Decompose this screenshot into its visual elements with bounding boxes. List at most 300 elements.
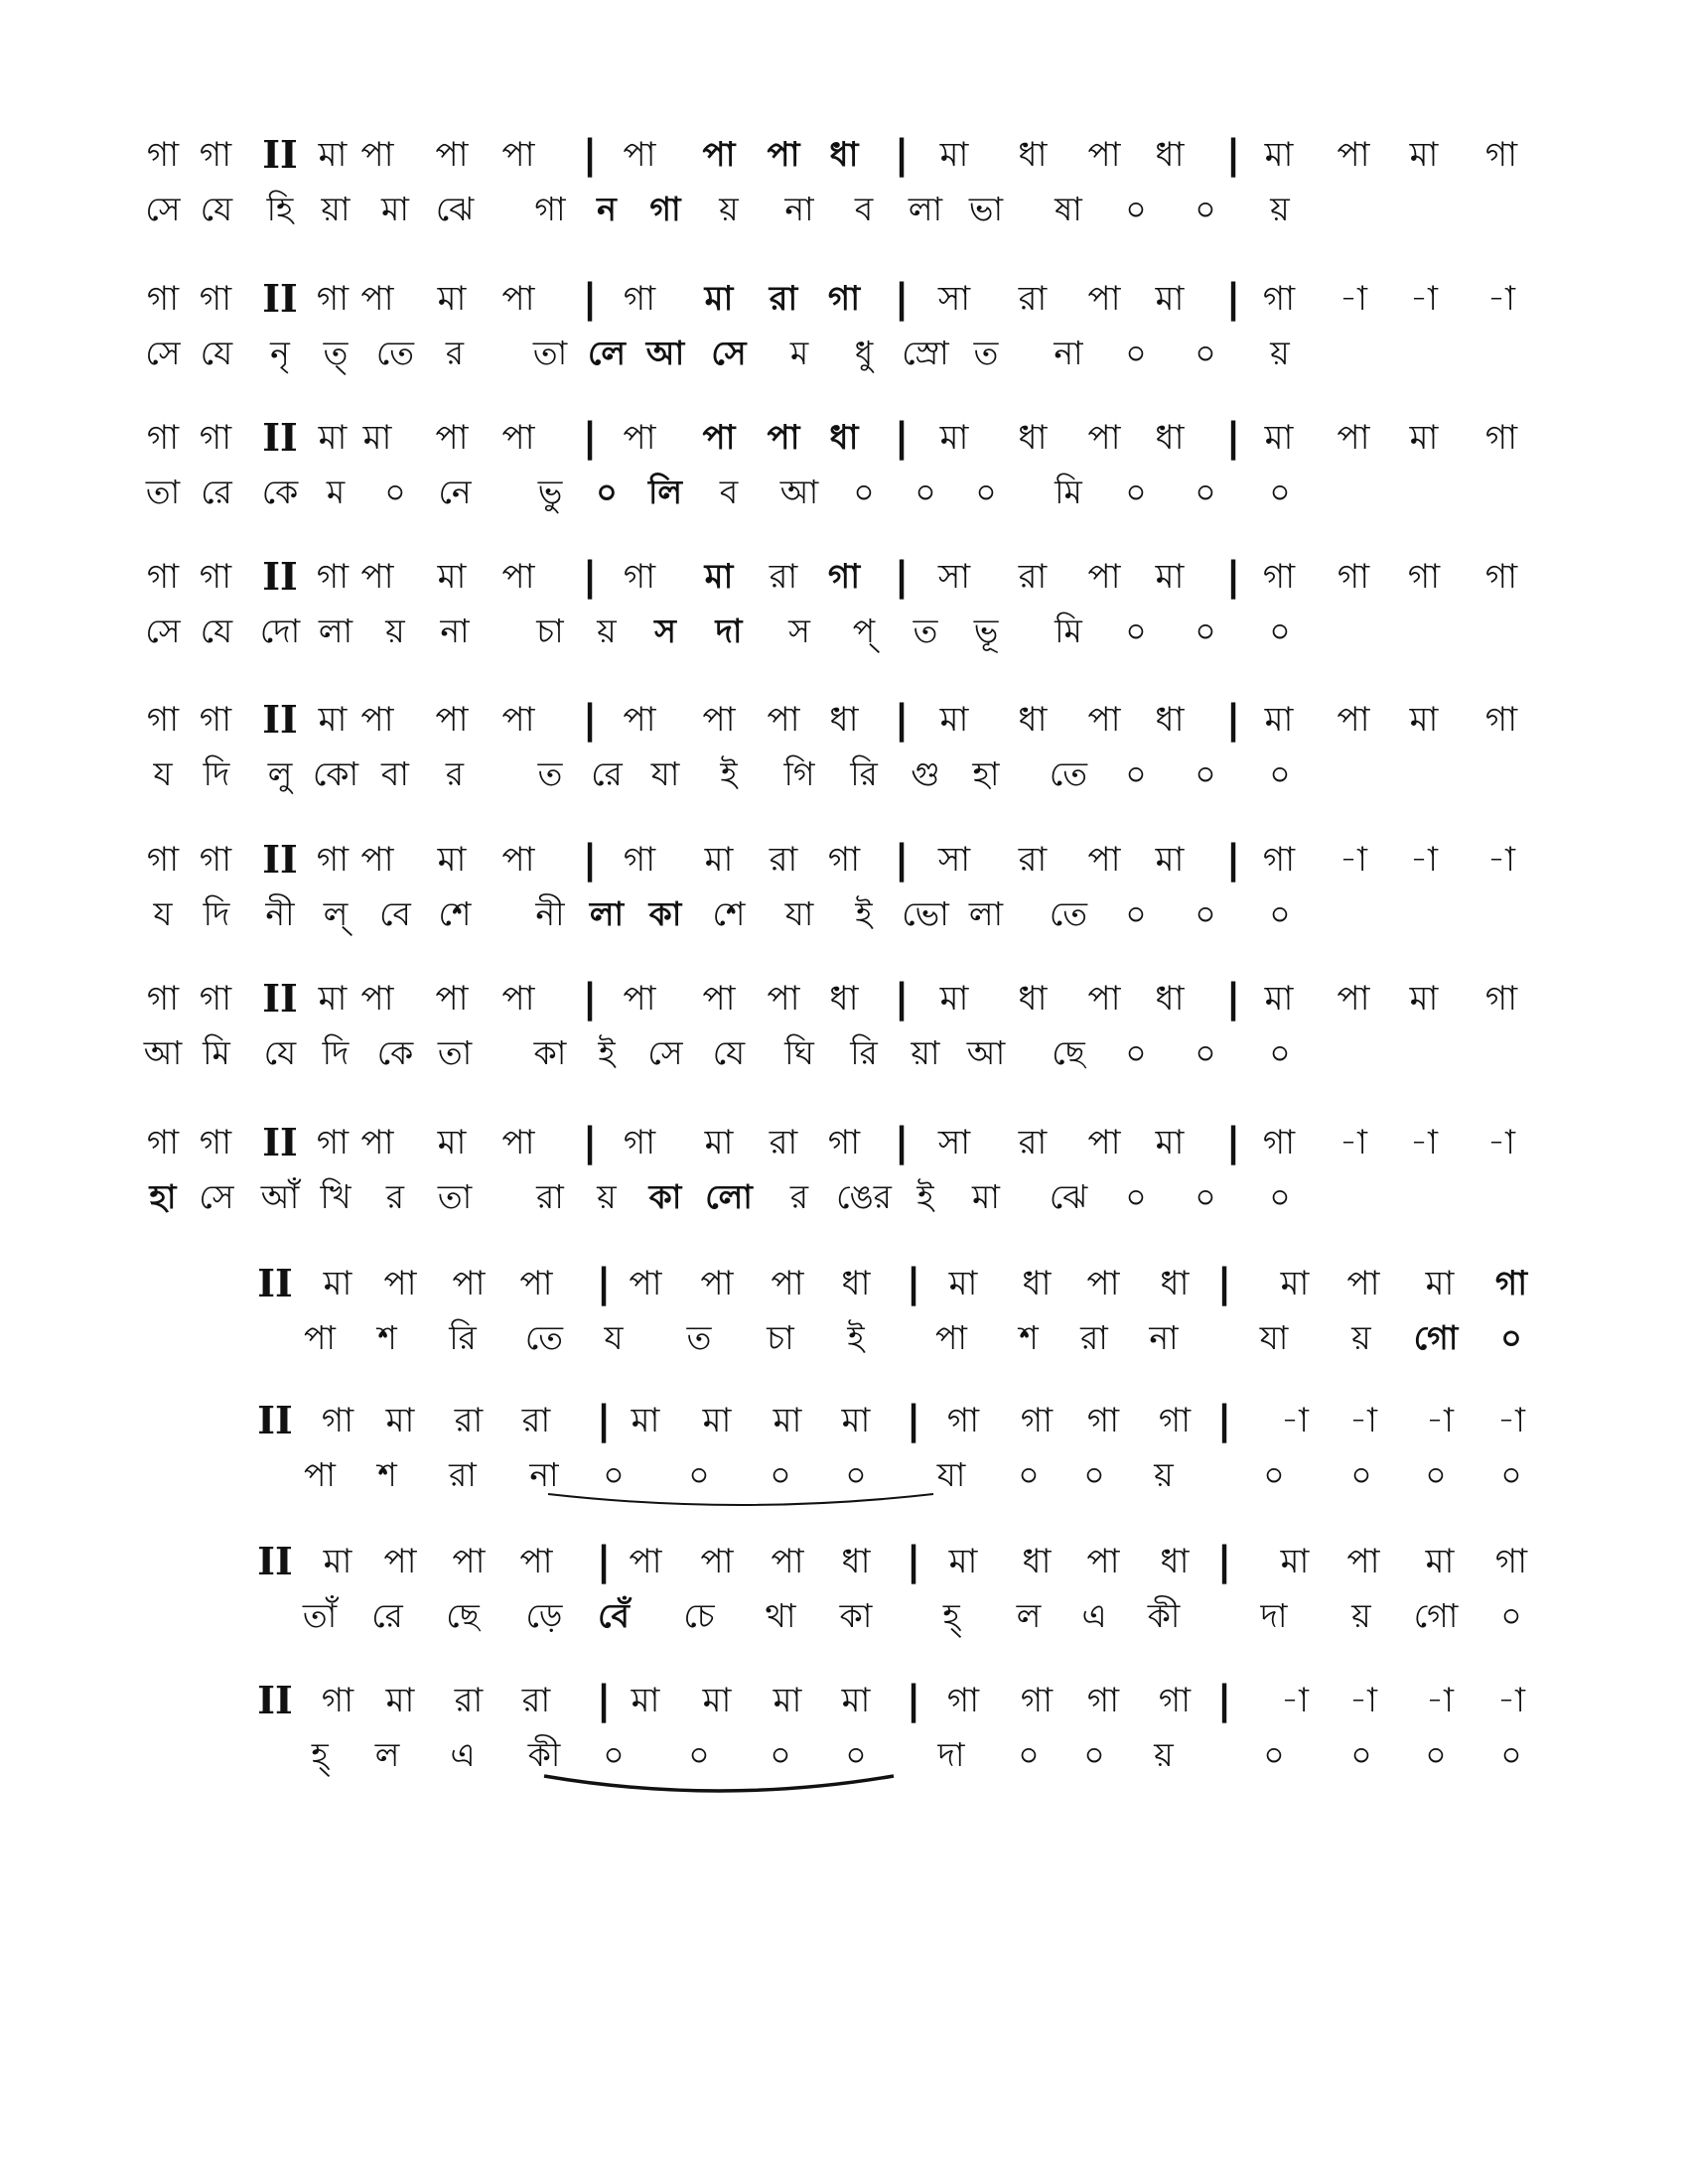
swara-note: পা: [1087, 700, 1121, 740]
swara-note: মা: [841, 1681, 871, 1720]
lyric-syllable: ব: [854, 190, 874, 228]
swara-note: গা: [199, 135, 232, 175]
swara-note: মা: [318, 700, 348, 740]
lyric-syllable: ০: [1195, 190, 1216, 228]
swara-note: পা: [1087, 135, 1121, 175]
bar-line: |: [894, 276, 910, 322]
swara-note: পা: [767, 700, 800, 740]
swara-note: ধা: [1018, 418, 1048, 458]
lyric-syllable: ঘি: [784, 1033, 814, 1072]
swara-note: পা: [501, 557, 535, 597]
swara-note: গা: [1262, 1123, 1296, 1162]
lyric-syllable: হা: [972, 754, 1000, 793]
lyric-syllable: কো: [312, 754, 359, 793]
swara-note: মা: [362, 418, 392, 458]
lyric-syllable: ০: [1263, 1735, 1285, 1774]
lyric-syllable: গো: [1413, 1596, 1459, 1635]
lyric-syllable: ০: [1125, 894, 1147, 933]
swara-note: পা: [623, 979, 656, 1019]
bar-line: |: [1225, 415, 1241, 461]
lyric-syllable: ঝে: [1049, 1177, 1088, 1216]
swara-note: -া: [1497, 1681, 1525, 1720]
lyric-syllable: ভূ: [973, 612, 999, 650]
lyric-syllable: ০: [603, 1455, 625, 1494]
bar-line: |: [894, 976, 910, 1022]
lyric-syllable: ০: [1500, 1735, 1522, 1774]
swara-note: মা: [1280, 1542, 1310, 1581]
bar-line: |: [906, 1261, 921, 1306]
lyric-syllable: গা: [649, 190, 681, 228]
lyric-syllable: ০: [1269, 473, 1291, 511]
swara-note: পা: [435, 700, 469, 740]
swara-note: ধা: [1018, 700, 1048, 740]
swara-note: পা: [702, 135, 736, 175]
swara-note: রা: [769, 1123, 798, 1162]
swara-note: মা: [773, 1401, 802, 1440]
bar-line: |: [1225, 976, 1241, 1022]
lyric-syllable: ০: [845, 1735, 867, 1774]
swara-note: গা: [146, 840, 180, 880]
lyric-syllable: তা: [437, 1177, 473, 1216]
bar-line: |: [894, 554, 910, 600]
lyric-row: [0, 465, 1688, 520]
swara-note: পা: [700, 1542, 734, 1581]
lyric-syllable: য়: [385, 612, 405, 650]
lyric-syllable: স: [788, 612, 810, 650]
lyric-syllable: তে: [1049, 754, 1088, 793]
swara-note: পা: [1087, 1123, 1121, 1162]
swara-note: পা: [767, 135, 800, 175]
lyric-syllable: আ: [645, 334, 685, 372]
lyric-syllable: কে: [376, 1033, 414, 1072]
notation-row: [0, 1393, 1688, 1448]
lyric-syllable: ০: [1195, 612, 1216, 650]
swara-note: গা: [827, 279, 861, 319]
bar-line: |: [582, 554, 598, 600]
section-marker: II: [257, 1539, 293, 1583]
lyric-syllable: তা: [532, 334, 568, 372]
swara-note: পা: [629, 1542, 662, 1581]
lyric-syllable: না: [1054, 334, 1083, 372]
lyric-syllable: ০: [1083, 1455, 1105, 1494]
swara-note: পা: [360, 557, 394, 597]
swara-note: মা: [939, 135, 969, 175]
lyric-syllable: ভো: [902, 894, 949, 933]
bar-line: |: [1225, 1120, 1241, 1165]
swara-note: গা: [1020, 1681, 1054, 1720]
lyric-syllable: মি: [203, 1033, 230, 1072]
lyric-syllable: ভা: [968, 190, 1004, 228]
swara-note: পা: [700, 1264, 734, 1303]
lyric-syllable: লা: [968, 894, 1004, 933]
lyric-syllable: ড়ে: [525, 1596, 563, 1635]
swara-note: -া: [1410, 279, 1438, 319]
slur-path: [544, 1776, 894, 1791]
swara-note: মা: [841, 1401, 871, 1440]
lyric-syllable: কা: [648, 894, 682, 933]
swara-note: গা: [146, 557, 180, 597]
swara-note: পা: [702, 700, 736, 740]
swara-note: মা: [948, 1542, 978, 1581]
lyric-syllable: শ: [1019, 1318, 1039, 1357]
lyric-syllable: গা: [534, 190, 566, 228]
bar-line: |: [1225, 132, 1241, 178]
lyric-syllable: যে: [200, 190, 233, 228]
swara-note: পা: [501, 418, 535, 458]
swara-note: পা: [519, 1542, 553, 1581]
section-marker: II: [262, 554, 298, 599]
lyric-syllable: ০: [384, 473, 406, 511]
swara-note: গা: [623, 557, 656, 597]
notation-row: [0, 410, 1688, 466]
swara-note: -া: [1339, 840, 1367, 880]
swara-note: মা: [704, 840, 734, 880]
lyric-syllable: ০: [688, 1455, 710, 1494]
swara-note: গা: [623, 840, 656, 880]
lyric-syllable: ই: [847, 1318, 865, 1357]
lyric-syllable: যা: [784, 894, 814, 933]
swara-note: মা: [437, 840, 467, 880]
lyric-syllable: লে: [588, 334, 626, 372]
lyric-syllable: ছে: [1052, 1033, 1085, 1072]
swara-note: ধা: [1155, 135, 1185, 175]
lyric-syllable: রে: [371, 1596, 403, 1635]
swara-note: রা: [769, 557, 798, 597]
lyric-syllable: ০: [1125, 754, 1147, 793]
lyric-syllable: ০: [1500, 1318, 1522, 1357]
swara-note: গা: [1158, 1681, 1192, 1720]
swara-note: গা: [316, 840, 350, 880]
lyric-syllable: কী: [527, 1735, 561, 1774]
lyric-syllable: সে: [199, 1177, 234, 1216]
bar-line: |: [1225, 276, 1241, 322]
swara-note: -া: [1281, 1681, 1309, 1720]
lyric-syllable: লি: [647, 473, 683, 511]
swara-note: মা: [939, 979, 969, 1019]
swara-note: -া: [1426, 1401, 1454, 1440]
bar-line: |: [1225, 697, 1241, 743]
lyric-row: [0, 1169, 1688, 1225]
swara-note: গা: [1494, 1264, 1528, 1303]
swara-note: ধা: [1022, 1542, 1052, 1581]
swara-note: মা: [1409, 700, 1439, 740]
swara-note: মা: [1425, 1542, 1455, 1581]
lyric-syllable: য়: [597, 612, 617, 650]
lyric-syllable: ত: [686, 1318, 712, 1357]
lyric-syllable: মা: [972, 1177, 1000, 1216]
swara-note: মা: [437, 1123, 467, 1162]
swara-note: পা: [435, 979, 469, 1019]
lyric-syllable: প্: [852, 612, 876, 650]
swara-note: মা: [1155, 279, 1185, 319]
swara-note: গা: [199, 979, 232, 1019]
swara-note: পা: [702, 418, 736, 458]
lyric-syllable: রা: [1080, 1318, 1108, 1357]
swara-note: ধা: [1022, 1264, 1052, 1303]
lyric-syllable: লো: [705, 1177, 753, 1216]
lyric-syllable: পা: [935, 1318, 967, 1357]
lyric-syllable: যা: [1259, 1318, 1289, 1357]
lyric-syllable: যা: [650, 754, 680, 793]
swara-note: রা: [769, 279, 798, 319]
lyric-syllable: না: [1149, 1318, 1179, 1357]
swara-note: ধা: [829, 979, 859, 1019]
lyric-syllable: নৃ: [270, 334, 290, 372]
swara-note: পা: [1336, 979, 1370, 1019]
swara-note: -া: [1349, 1681, 1377, 1720]
swara-note: -া: [1426, 1681, 1454, 1720]
lyric-syllable: মা: [381, 190, 409, 228]
swara-note: গা: [316, 1123, 350, 1162]
lyric-syllable: য: [153, 754, 173, 793]
swara-note: গা: [1407, 557, 1441, 597]
bar-line: |: [1216, 1539, 1232, 1584]
swara-note: গা: [1158, 1401, 1192, 1440]
swara-note: গা: [321, 1401, 354, 1440]
section-marker: II: [257, 1261, 293, 1305]
lyric-syllable: ০: [770, 1455, 791, 1494]
swara-note: -া: [1487, 840, 1515, 880]
lyric-syllable: ০: [1083, 1735, 1105, 1774]
lyric-syllable: ম: [789, 334, 809, 372]
lyric-syllable: সে: [145, 612, 181, 650]
bar-line: |: [1225, 837, 1241, 883]
swara-note: ধা: [829, 700, 859, 740]
swara-note: পা: [519, 1264, 553, 1303]
lyric-syllable: ভু: [537, 473, 563, 511]
swara-note: গা: [321, 1681, 354, 1720]
swara-note: পা: [629, 1264, 662, 1303]
lyric-syllable: ০: [1425, 1735, 1447, 1774]
swara-note: গা: [1336, 557, 1370, 597]
lyric-syllable: ই: [720, 754, 738, 793]
swara-note: সা: [937, 1123, 971, 1162]
lyric-syllable: ০: [1269, 894, 1291, 933]
swara-note: পা: [623, 135, 656, 175]
swara-note: পা: [501, 840, 535, 880]
lyric-row: [0, 1588, 1688, 1644]
swara-note: মা: [437, 557, 467, 597]
swara-note: মা: [939, 418, 969, 458]
lyric-syllable: ধু: [854, 334, 874, 372]
swara-note: গা: [1484, 135, 1518, 175]
swara-note: রা: [521, 1401, 551, 1440]
lyric-syllable: য়া: [321, 190, 351, 228]
lyric-syllable: রি: [850, 1033, 878, 1072]
swara-note: গা: [1484, 418, 1518, 458]
notation-row: [0, 1673, 1688, 1728]
lyric-syllable: হ্: [942, 1596, 960, 1635]
bar-line: |: [906, 1398, 921, 1443]
lyric-syllable: শ: [377, 1455, 397, 1494]
swara-note: মা: [1155, 840, 1185, 880]
swara-note: সা: [937, 840, 971, 880]
swara-note: পা: [360, 279, 394, 319]
lyric-syllable: ০: [975, 473, 997, 511]
section-marker: II: [257, 1398, 293, 1442]
swara-note: গা: [1494, 1542, 1528, 1581]
swara-note: মা: [1280, 1264, 1310, 1303]
lyric-syllable: গি: [783, 754, 815, 793]
swara-note: পা: [501, 135, 535, 175]
swara-note: মা: [773, 1681, 802, 1720]
swara-note: -া: [1497, 1401, 1525, 1440]
lyric-syllable: চে: [683, 1596, 715, 1635]
swara-note: গা: [146, 1123, 180, 1162]
swara-note: মা: [437, 279, 467, 319]
lyric-syllable: এ: [1081, 1596, 1107, 1635]
lyric-syllable: কা: [648, 1177, 682, 1216]
lyric-syllable: ০: [853, 473, 875, 511]
swara-note: পা: [452, 1542, 486, 1581]
swara-note: মা: [702, 1401, 732, 1440]
lyric-syllable: বে: [379, 894, 411, 933]
swara-note: পা: [771, 1264, 804, 1303]
lyric-syllable: মি: [1055, 473, 1082, 511]
swara-note: ধা: [829, 135, 859, 175]
swara-note: ধা: [841, 1264, 871, 1303]
swara-note: পা: [771, 1542, 804, 1581]
swara-note: গা: [316, 557, 350, 597]
swara-note: পা: [1336, 418, 1370, 458]
swara-note: পা: [501, 279, 535, 319]
lyric-syllable: মি: [1055, 612, 1082, 650]
lyric-syllable: য়: [597, 1177, 617, 1216]
lyric-syllable: ত: [913, 612, 938, 650]
notation-row: [0, 832, 1688, 887]
lyric-syllable: স: [654, 612, 676, 650]
lyric-syllable: দো: [259, 612, 301, 650]
swara-note: পা: [360, 840, 394, 880]
swara-note: -া: [1339, 1123, 1367, 1162]
lyric-syllable: র: [789, 1177, 809, 1216]
slur-arc: [539, 1774, 899, 1800]
slur-arc: [543, 1492, 938, 1514]
bar-line: |: [894, 132, 910, 178]
swara-note: পা: [1086, 1542, 1120, 1581]
bar-line: |: [582, 976, 598, 1022]
swara-note: মা: [1264, 135, 1294, 175]
lyric-syllable: ষা: [1055, 190, 1082, 228]
swara-note: গা: [146, 135, 180, 175]
notation-row: [0, 127, 1688, 183]
swara-note: রা: [769, 840, 798, 880]
lyric-syllable: দা: [715, 612, 743, 650]
lyric-syllable: ০: [1018, 1455, 1040, 1494]
section-marker: II: [262, 1120, 298, 1164]
swara-note: গা: [1262, 279, 1296, 319]
lyric-syllable: য়: [1351, 1318, 1371, 1357]
swara-note: গা: [1484, 700, 1518, 740]
lyric-syllable: ল্: [323, 894, 349, 933]
lyric-syllable: ০: [1350, 1455, 1372, 1494]
lyric-syllable: বেঁ: [598, 1596, 630, 1635]
lyric-syllable: বা: [381, 754, 409, 793]
swara-note: পা: [360, 1123, 394, 1162]
section-marker: II: [262, 697, 298, 742]
notation-row: [0, 1115, 1688, 1170]
lyric-syllable: দি: [203, 754, 230, 793]
swara-note: গা: [1484, 557, 1518, 597]
swara-note: গা: [1086, 1681, 1120, 1720]
lyric-syllable: রে: [201, 473, 232, 511]
lyric-syllable: ০: [1125, 612, 1147, 650]
swara-note: রা: [1018, 1123, 1048, 1162]
lyric-syllable: ল: [1016, 1596, 1042, 1635]
swara-note: গা: [827, 840, 861, 880]
swara-note: গা: [946, 1681, 980, 1720]
swara-note: সা: [937, 279, 971, 319]
lyric-syllable: রি: [449, 1318, 477, 1357]
lyric-syllable: ০: [1125, 334, 1147, 372]
swara-note: মা: [704, 1123, 734, 1162]
lyric-syllable: না: [440, 612, 470, 650]
swara-note: সা: [937, 557, 971, 597]
swara-note: মা: [948, 1264, 978, 1303]
swara-note: পা: [452, 1264, 486, 1303]
lyric-syllable: সে: [145, 334, 181, 372]
bar-line: |: [582, 415, 598, 461]
swara-note: মা: [1155, 557, 1185, 597]
lyric-syllable: যে: [712, 1033, 746, 1072]
swara-note: পা: [360, 700, 394, 740]
swara-note: পা: [1087, 279, 1121, 319]
swara-note: মা: [1264, 979, 1294, 1019]
swara-note: পা: [501, 1123, 535, 1162]
swara-note: মা: [631, 1401, 660, 1440]
swara-note: পা: [623, 700, 656, 740]
lyric-syllable: ০: [1195, 1177, 1216, 1216]
swara-note: গা: [146, 979, 180, 1019]
lyric-syllable: ০: [1269, 754, 1291, 793]
swara-note: পা: [435, 418, 469, 458]
lyric-syllable: যে: [200, 612, 233, 650]
swara-note: পা: [383, 1542, 417, 1581]
section-marker: II: [262, 976, 298, 1021]
swara-note: পা: [501, 979, 535, 1019]
lyric-syllable: ০: [1195, 1033, 1216, 1072]
lyric-syllable: রা: [449, 1455, 477, 1494]
lyric-syllable: য়: [719, 190, 739, 228]
swara-note: গা: [623, 1123, 656, 1162]
swara-note: মা: [318, 979, 348, 1019]
bar-line: |: [906, 1678, 921, 1723]
swara-note: পা: [1087, 840, 1121, 880]
lyric-syllable: দা: [937, 1735, 965, 1774]
swara-note: মা: [385, 1681, 415, 1720]
swara-note: -া: [1281, 1401, 1309, 1440]
section-marker: II: [257, 1678, 293, 1722]
lyric-syllable: নে: [438, 473, 472, 511]
lyric-syllable: হ্: [311, 1735, 329, 1774]
swara-note: ধা: [1018, 979, 1048, 1019]
bar-line: |: [582, 837, 598, 883]
swara-note: পা: [702, 979, 736, 1019]
swara-note: মা: [1264, 700, 1294, 740]
bar-line: |: [906, 1539, 921, 1584]
lyric-syllable: ০: [688, 1735, 710, 1774]
lyric-syllable: ০: [1263, 1455, 1285, 1494]
swara-note: পা: [1087, 418, 1121, 458]
swara-note: পা: [501, 700, 535, 740]
swara-note: রা: [454, 1681, 484, 1720]
lyric-syllable: না: [529, 1455, 559, 1494]
lyric-syllable: আঁ: [260, 1177, 300, 1216]
swara-note: ধা: [1160, 1264, 1190, 1303]
lyric-syllable: ই: [916, 1177, 934, 1216]
lyric-syllable: পা: [304, 1318, 336, 1357]
lyric-syllable: রা: [536, 1177, 564, 1216]
